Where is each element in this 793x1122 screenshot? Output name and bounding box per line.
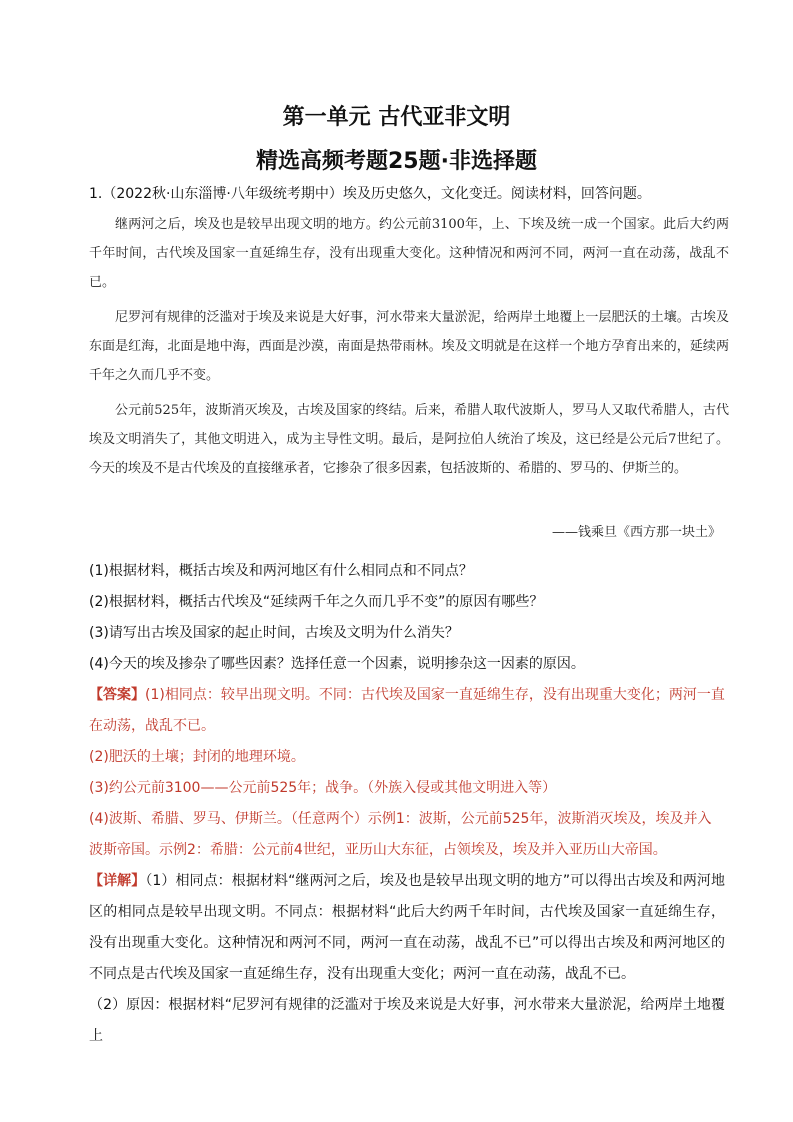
detail-block <box>89 866 725 1052</box>
answer-line-2: (2)肥沃的土壤；封闭的地理环境。 <box>89 749 305 765</box>
subquestion-4: (4)今天的埃及掺杂了哪些因素？选择任意一个因素，说明掺杂这一因素的原因。 <box>89 656 585 672</box>
material-paragraph-2: 尼罗河有规律的泛滥对于埃及来说是大好事，河水带来大量淤泥，给两岸土地覆上一层肥沃的土壤。古埃及东面是红海，北面是地中海，西面是沙漠，南面是热带雨林。埃及文明就是在这样一个地方孕育出来的，延续两千年之久而几乎不变。 <box>89 310 729 383</box>
subquestion-2: (2)根据材料，概括古代埃及“延续两千年之久而几乎不变”的原因有哪些？ <box>89 594 544 610</box>
material-paragraph-1: 继两河之后，埃及也是较早出现文明的地方。约公元前3100年，上、下埃及统一成一个国家。此后大约两千年时间，古代埃及国家一直延绵生存，没有出现重大变化。这种情况和两河不同，两河一直在动荡，战乱不已。 <box>89 217 729 290</box>
detail-tag: 【详解】 <box>89 873 146 889</box>
answer-block <box>89 680 725 866</box>
subquestion-3: (3)请写出古埃及国家的起止时间，古埃及文明为什么消失？ <box>89 625 459 641</box>
question-stem: 1.（2022秋·山东淄博·八年级统考期中）埃及历史悠久，文化变迁。阅读材料，回答问题。 <box>89 186 651 202</box>
answer-line-1: (1)相同点：较早出现文明。不同：古代埃及国家一直延绵生存，没有出现重大变化；两河一直在动荡，战乱不已。 <box>89 687 725 734</box>
material-paragraph-3: 公元前525年，波斯消灭埃及，古埃及国家的终结。后来，希腊人取代波斯人，罗马人又取代希腊人，古代埃及文明消失了，其他文明进入，成为主导性文明。最后，是阿拉伯人统治了埃及，这已经是公元后7世纪了。今天的埃及不是古代埃及的直接继承者，它掺杂了很多因素，包括波斯的、希腊的、罗马的、伊斯兰的。 <box>89 403 729 476</box>
answer-line-4: (4)波斯、希腊、罗马、伊斯兰。（任意两个）示例1：波斯，公元前525年，波斯消灭埃及，埃及并入波斯帝国。示例2：希腊：公元前4世纪，亚历山大东征，占领埃及，埃及并入亚历山大帝国。 <box>89 811 712 858</box>
material-source: ——钱乘旦《西方那一块土》 <box>551 525 721 540</box>
answer-line-3: (3)约公元前3100——公元前525年；战争。（外族入侵或其他文明进入等） <box>89 780 557 796</box>
detail-paragraph-1: （1）相同点：根据材料“继两河之后，埃及也是较早出现文明的地方”可以得出古埃及和两河地区的相同点是较早出现文明。不同点：根据材料“此后大约两千年时间，古代埃及国家一直延绵生存，没有出现重大变化。这种情况和两河不同，两河一直在动荡，战乱不已”可以得出古埃及和两河地区的不同点是古代埃及国家一直延绵生存，没有出现重大变化；两河一直在动荡，战乱不已。 <box>89 873 725 982</box>
subquestion-1: (1)根据材料，概括古埃及和两河地区有什么相同点和不同点？ <box>89 563 473 579</box>
detail-paragraph-2: （2）原因：根据材料“尼罗河有规律的泛滥对于埃及来说是大好事，河水带来大量淤泥，给两岸土地覆上 <box>89 997 725 1044</box>
page-title: 第一单元 古代亚非文明 <box>282 105 511 130</box>
page-subtitle: 精选高频考题25题·非选择题 <box>256 149 537 174</box>
answer-tag: 【答案】 <box>89 687 145 703</box>
